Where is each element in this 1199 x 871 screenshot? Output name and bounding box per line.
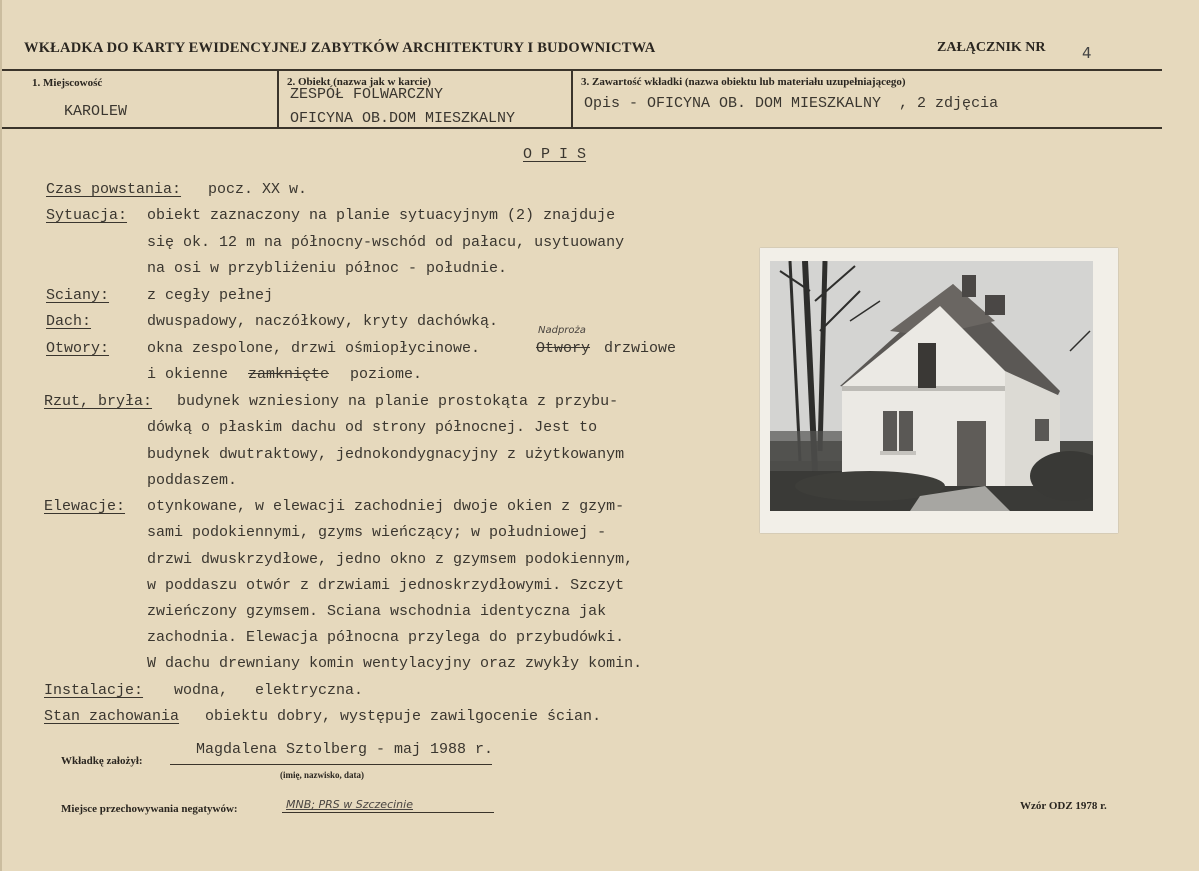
rzut-line-3: budynek dwutraktowy, jednokondygnacyjny z użytkowanym (147, 446, 625, 463)
header-bottom-rule (2, 127, 1162, 129)
stan-text: obiektu dobry, występuje zawilgocenie ścian. (205, 708, 602, 725)
otwory-line-2-struck: zamknięte (248, 366, 330, 383)
negatives-label: Miejsce przechowywania negatywów: (61, 803, 238, 815)
rzut-label: Rzut, bryła: (44, 393, 153, 410)
house-photo-image (770, 261, 1093, 511)
document-title: WKŁADKA DO KARTY EWIDENCYJNEJ ZABYTKÓW ARCHITEKTURY I BUDOWNICTWA (24, 40, 656, 56)
elewacje-line-5: zwieńczony gzymsem. Sciana wschodnia identyczna jak (147, 603, 607, 620)
negatives-line (282, 812, 494, 813)
instalacje-text: wodna, elektryczna. (174, 682, 364, 699)
rzut-line-2: dówką o płaskim dachu od strony północnej. Jest to (147, 419, 598, 436)
field-object-label: 2. Obiekt (nazwa jak w karcie) (287, 76, 432, 88)
elewacje-line-7: W dachu drewniany komin wentylacyjny oraz zwykły komin. (147, 655, 643, 672)
otwory-line-1a: okna zespolone, drzwi ośmiopłycinowe. (147, 340, 481, 357)
elewacje-line-4: w poddaszu otwór z drzwiami jednoskrzydłowymi. Szczyt (147, 577, 625, 594)
stan-label: Stan zachowania (44, 708, 180, 725)
author-label: Wkładkę założył: (61, 755, 143, 767)
section-title: O P I S (523, 146, 587, 163)
photo-mount (760, 248, 1118, 533)
handwritten-correction: Nadproża (538, 325, 586, 336)
elewacje-line-1: otynkowane, w elewacji zachodniej dwoje okien z gzym- (147, 498, 625, 515)
sciany-text: z cegły pełnej (147, 287, 274, 304)
author-line (170, 764, 492, 765)
field-locality-label: 1. Miejscowość (32, 77, 103, 89)
sytuacja-line-1: obiekt zaznaczony na planie sytuacyjnym (2) znajduje (147, 207, 616, 224)
field-object-value-line2: OFICYNA OB.DOM MIESZKALNY (290, 110, 516, 127)
otwory-line-1b: drzwiowe (604, 340, 677, 357)
form-code: Wzór ODZ 1978 r. (1020, 800, 1107, 812)
czas-text: pocz. XX w. (208, 181, 308, 198)
dach-label: Dach: (46, 313, 92, 330)
sytuacja-line-2: się ok. 12 m na północny-wschód od pałacu, usytuowany (147, 234, 625, 251)
otwory-line-1-struck: Otwory (536, 340, 591, 357)
instalacje-label: Instalacje: (44, 682, 144, 699)
sytuacja-label: Sytuacja: (46, 207, 128, 224)
field-content-value: Opis - OFICYNA OB. DOM MIESZKALNY , 2 zdjęcia (584, 95, 999, 112)
annex-label: ZAŁĄCZNIK NR (937, 40, 1046, 55)
elewacje-label: Elewacje: (44, 498, 126, 515)
header-top-rule (2, 69, 1162, 71)
sciany-label: Sciany: (46, 287, 110, 304)
field-object-value-line1: ZESPÓŁ FOLWARCZNY (290, 86, 444, 103)
czas-label: Czas powstania: (46, 181, 182, 198)
otwory-line-2a: i okienne (147, 366, 229, 383)
rzut-line-1: budynek wzniesiony na planie prostokąta z przybu- (177, 393, 619, 410)
dach-text: dwuspadowy, naczółkowy, kryty dachówką. (147, 313, 499, 330)
author-value: Magdalena Sztolberg - maj 1988 r. (196, 741, 494, 758)
annex-number: 4 (1082, 44, 1092, 62)
rzut-line-4: poddaszem. (147, 472, 238, 489)
elewacje-line-6: zachodnia. Elewacja północna przylega do przybudówki. (147, 629, 625, 646)
house-photo (770, 261, 1093, 511)
field-locality-value: KAROLEW (64, 103, 128, 120)
otwory-label: Otwory: (46, 340, 110, 357)
elewacje-line-2: sami podokiennymi, gzyms wieńczący; w południowej - (147, 524, 607, 541)
author-caption: (imię, nazwisko, data) (280, 770, 364, 780)
field-content-label: 3. Zawartość wkładki (nazwa obiektu lub materiału uzupełniającego) (581, 76, 906, 88)
otwory-line-2b: poziome. (350, 366, 423, 383)
field-divider-2 (571, 71, 573, 127)
negatives-value: MNB; PRS w Szczecinie (286, 798, 413, 811)
field-divider-1 (277, 71, 279, 127)
sytuacja-line-3: na osi w przybliżeniu północ - południe. (147, 260, 508, 277)
elewacje-line-3: drzwi dwuskrzydłowe, jedno okno z gzymsem podokiennym, (147, 551, 634, 568)
